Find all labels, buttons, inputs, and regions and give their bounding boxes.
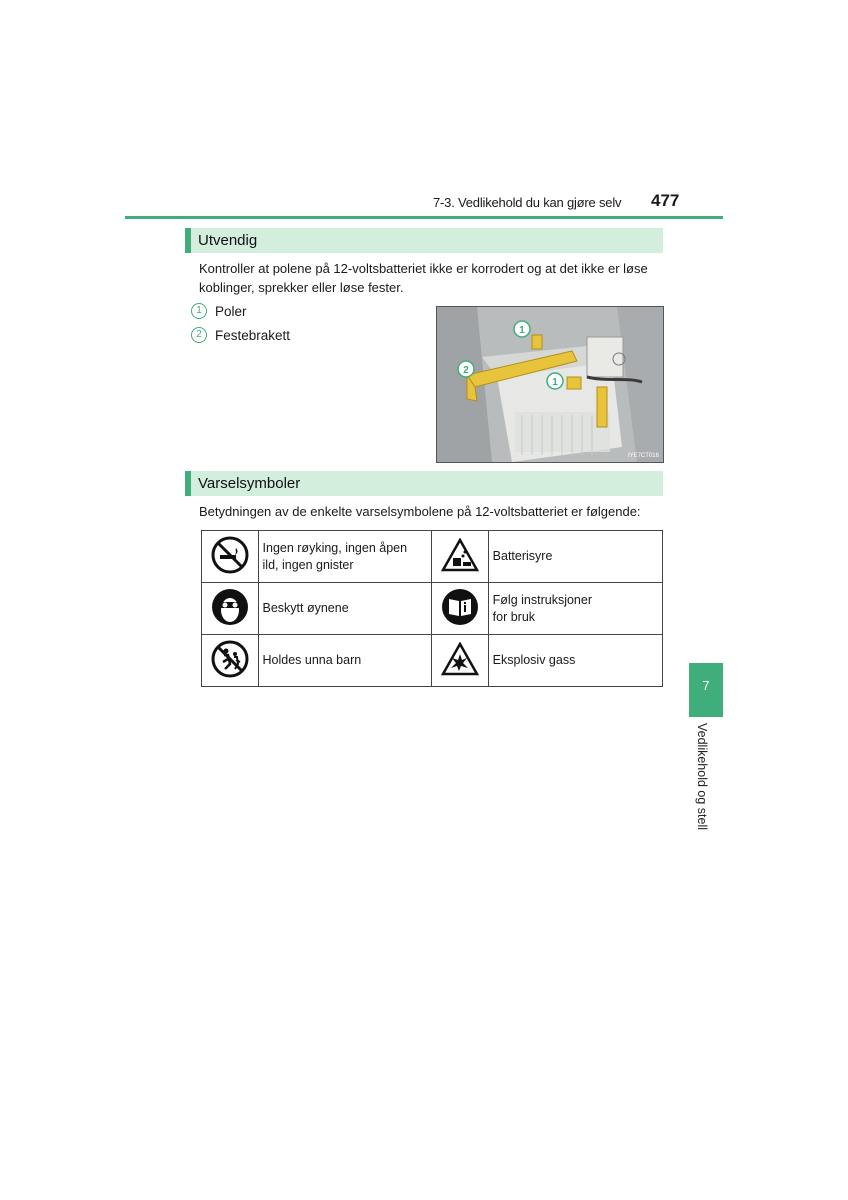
item-number-badge: 1 bbox=[191, 303, 207, 319]
read-instructions-icon bbox=[432, 583, 489, 635]
section-accent bbox=[185, 228, 191, 253]
page-number: 477 bbox=[651, 191, 680, 210]
svg-text:1: 1 bbox=[552, 377, 558, 388]
table-row bbox=[202, 531, 663, 583]
header-rule bbox=[125, 216, 723, 219]
table-row bbox=[202, 635, 663, 687]
image-code: IYE7CT016 bbox=[627, 453, 659, 459]
cell-line: Batterisyre bbox=[492, 549, 553, 563]
battery-illustration bbox=[437, 307, 663, 462]
chapter-number: 7 bbox=[702, 678, 710, 693]
svg-text:2: 2 bbox=[463, 365, 469, 376]
table-row bbox=[202, 583, 663, 635]
table-cell bbox=[258, 635, 432, 687]
section2-intro: Betydningen av de enkelte varselsymbolene på 12-voltsbatteriet er følgende: bbox=[199, 504, 641, 519]
list-item-poler bbox=[191, 303, 247, 321]
list-item-festebrakett bbox=[191, 327, 290, 345]
battery-acid-icon bbox=[432, 531, 489, 583]
header-title: 7-3. Vedlikehold du kan gjøre selv bbox=[433, 195, 622, 210]
table-cell bbox=[488, 635, 662, 687]
battery-photo bbox=[436, 306, 664, 463]
eye-protection-icon bbox=[202, 583, 259, 635]
body-line-1: Kontroller at polene på 12-voltsbatteriet ikke er korrodert og at det ikke er løse bbox=[199, 261, 648, 276]
warning-symbols-table bbox=[201, 530, 663, 687]
section1-body bbox=[199, 259, 648, 297]
no-smoking-fire-icon bbox=[202, 531, 259, 583]
cell-line: for bruk bbox=[492, 609, 536, 624]
svg-text:1: 1 bbox=[519, 325, 525, 336]
chapter-tab[interactable] bbox=[689, 663, 723, 717]
cell-line: Eksplosiv gass bbox=[492, 653, 576, 667]
explosive-gas-icon bbox=[432, 635, 489, 687]
cell-line: Ingen røyking, ingen åpen bbox=[262, 540, 408, 555]
item-label: Festebrakett bbox=[215, 327, 291, 343]
table-cell bbox=[258, 583, 432, 635]
body-line-2: koblinger, sprekker eller løse fester. bbox=[199, 280, 404, 295]
section-heading-utvendig bbox=[185, 228, 663, 253]
page-header bbox=[0, 190, 848, 220]
section-heading-varselsymboler bbox=[185, 471, 663, 496]
cell-line: Beskytt øynene bbox=[262, 601, 349, 615]
section-title: Varselsymboler bbox=[198, 475, 301, 492]
chapter-title: Vedlikehold og stell bbox=[695, 723, 709, 831]
keep-away-children-icon bbox=[202, 635, 259, 687]
table-cell bbox=[258, 531, 432, 583]
cell-line: Følg instruksjoner bbox=[492, 592, 592, 607]
section-accent bbox=[185, 471, 191, 496]
cell-line: ild, ingen gnister bbox=[262, 557, 354, 572]
section-title: Utvendig bbox=[198, 232, 258, 249]
item-label: Poler bbox=[215, 303, 247, 319]
table-cell bbox=[488, 583, 662, 635]
item-number-badge: 2 bbox=[191, 327, 207, 343]
table-cell bbox=[488, 531, 662, 583]
cell-line: Holdes unna barn bbox=[262, 653, 362, 667]
